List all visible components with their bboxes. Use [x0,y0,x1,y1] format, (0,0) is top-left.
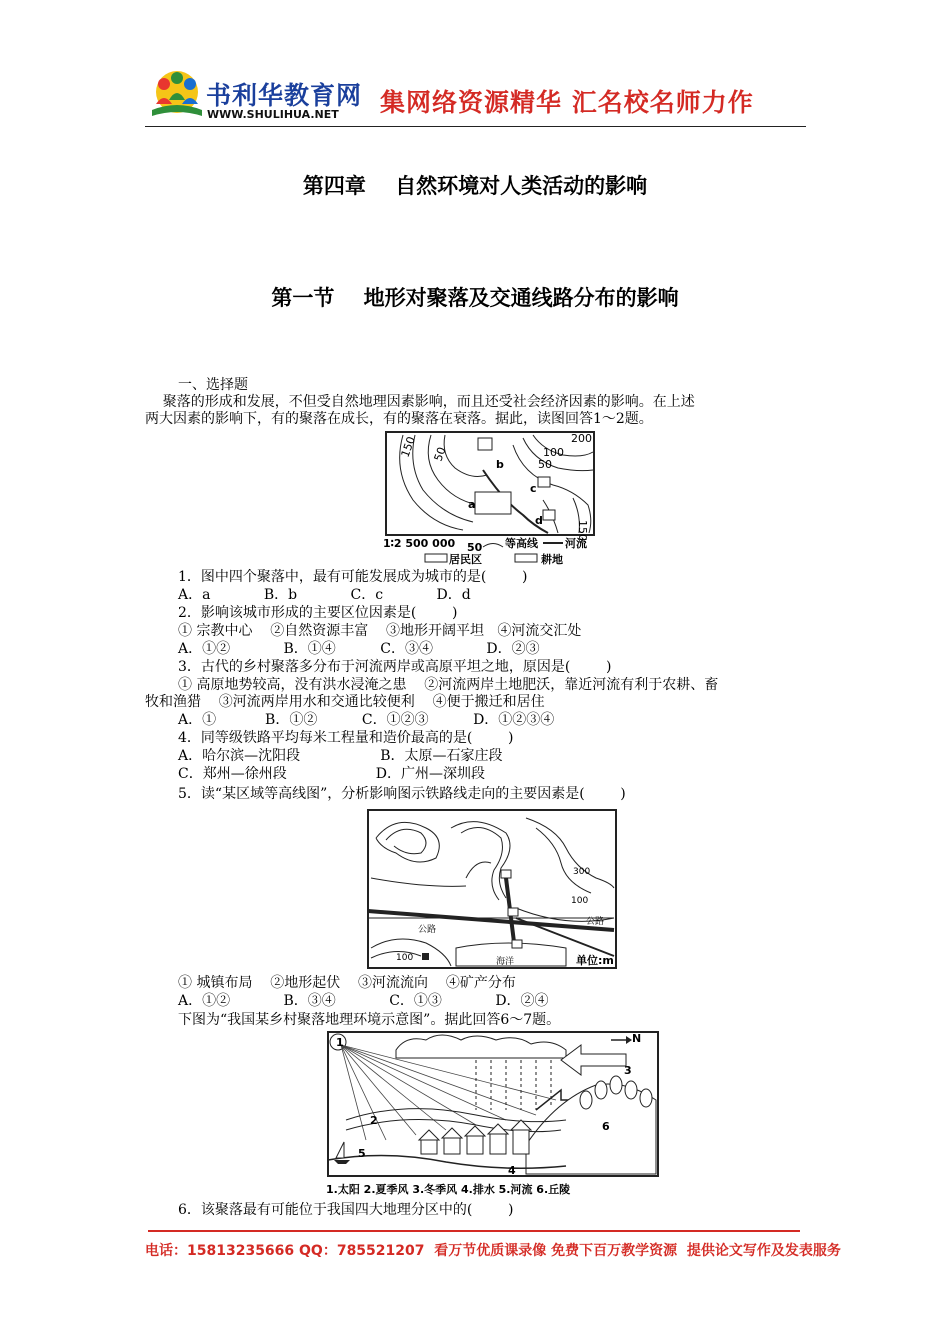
map-scale: 1∶2 500 000 [383,537,456,550]
question-4-options-1: A．哈尔滨—沈阳段 B．太原—石家庄段 [178,748,503,764]
question-2-items: ① 宗教中心 ②自然资源丰富 ③地形开阔平坦 ④河流交汇处 [178,623,582,639]
contour-label: 150 [398,434,419,460]
question-4-options-2: C．郑州—徐州段 D．广州—深圳段 [178,766,485,782]
fig-number: 6 [602,1120,610,1133]
contour-label: 100 [396,953,414,963]
unit-label: 单位:m [576,954,614,967]
fig-number: 4 [508,1164,516,1177]
footer-contact: 电话：15813235666 QQ：785521207 看万节优质课录像 免费下百万教学资源 提供论文写作及发表服务 [145,1243,841,1259]
legend-farmland: 耕地 [541,553,563,566]
legend-river: 河流 [565,537,587,550]
question-1-options: A．a B．b C．c D．d [178,587,471,603]
header-divider [145,126,806,127]
contour-label: 200 [571,432,592,445]
legend-residential: 居民区 [449,553,482,566]
road-label: 公路 [418,925,437,935]
site-logo-icon [150,70,205,122]
question-2: 2．影响该城市形成的主要区位因素是( ) [178,605,458,621]
figure-3-legend: 1.太阳 2.夏季风 3.冬季风 4.排水 5.河流 6.丘陵 [326,1183,571,1196]
contour-label: 100 [543,446,564,459]
figure-railway-contour [366,808,618,970]
chapter-title: 第四章 自然环境对人类活动的影响 [302,174,648,198]
question-3-items-2: 牧和渔猎 ③河流两岸用水和交通比较便利 ④便于搬迁和居住 [145,694,545,710]
ocean-label: 海洋 [496,957,515,967]
settlement-label: b [496,458,504,471]
road-label: 公路 [586,917,605,927]
fig-number: 5 [358,1147,366,1160]
settlement-label: a [468,498,476,511]
question-5-options: A．①② B．③④ C．①③ D．②④ [178,993,549,1009]
legend-contour: 等高线 [505,537,538,550]
contour-label: 300 [573,867,591,877]
contour-label: 100 [571,896,589,906]
part-heading: 一、选择题 [178,377,248,393]
figure-contour-settlements [383,430,597,568]
site-name: 书利华教育网 [206,81,363,110]
question-3-options: A．① B．①② C．①②③ D．①②③④ [178,712,555,728]
contour-label: 50 [538,458,552,471]
intro-line-1: 聚落的形成和发展，不但受自然地理因素影响，而且还受社会经济因素的影响。在上述 [145,394,695,410]
question-2-options: A．①② B．①④ C．③④ D．②③ [178,641,540,657]
question-5-items: ① 城镇布局 ②地形起伏 ③河流流向 ④矿产分布 [178,975,516,991]
legend-contour-value: 50 [467,541,483,554]
site-url[interactable]: WWW.SHULIHUA.NET [207,108,339,121]
settlement-label: c [530,482,537,495]
site-slogan: 集网络资源精华 汇名校名师力作 [380,88,754,117]
north-arrow-label: N [632,1032,642,1045]
fig-number: 3 [624,1064,632,1077]
figure-village-environment [326,1030,660,1198]
question-6: 6．该聚落最有可能位于我国四大地理分区中的( ) [178,1202,514,1218]
intro-line-2: 两大因素的影响下，有的聚落在成长，有的聚落在衰落。据此，读图回答1～2题。 [145,411,653,427]
question-4: 4．同等级铁路平均每米工程量和造价最高的是( ) [178,730,514,746]
question-6-intro: 下图为“我国某乡村聚落地理环境示意图”。据此回答6～7题。 [178,1012,561,1028]
fig-number: 1 [336,1036,344,1049]
footer-divider [148,1230,800,1232]
question-3-items-1: ① 高原地势较高，没有洪水浸淹之患 ②河流两岸土地肥沃，靠近河流有利于农耕、畜 [178,677,719,693]
fig-number: 2 [370,1114,378,1127]
question-5: 5．读“某区域等高线图”，分析影响图示铁路线走向的主要因素是( ) [178,786,626,802]
contour-label: 150 [576,520,589,541]
settlement-label: d [535,514,543,527]
contour-label: 50 [431,445,449,464]
question-3: 3．古代的乡村聚落多分布于河流两岸或高原平坦之地，原因是( ) [178,659,612,675]
section-title: 第一节 地形对聚落及交通线路分布的影响 [271,286,679,310]
question-1: 1．图中四个聚落中，最有可能发展成为城市的是( ) [178,569,528,585]
